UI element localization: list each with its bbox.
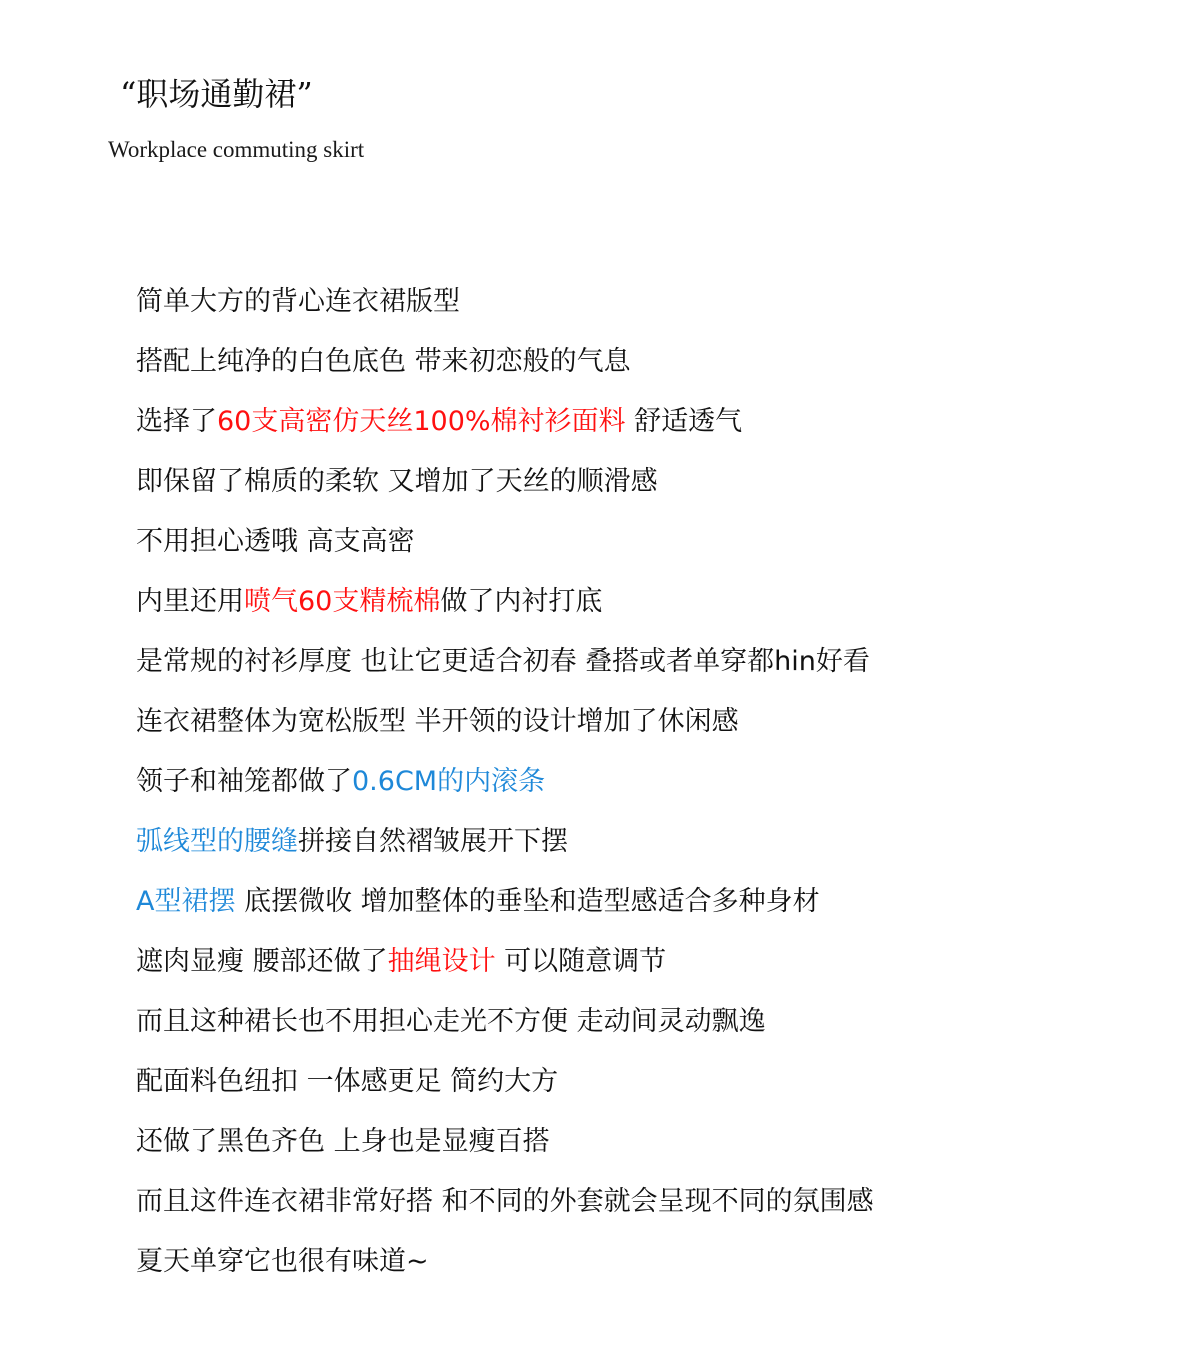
description-line bbox=[136, 1052, 1136, 1112]
description-line bbox=[136, 872, 1136, 932]
line-text: 还做了黑色齐色 上身也是显瘦百搭 bbox=[136, 1126, 550, 1157]
line-text: 做了内衬打底 bbox=[440, 586, 603, 617]
description-line bbox=[136, 812, 1136, 872]
description-line bbox=[136, 332, 1136, 392]
line-text: 配面料色纽扣 一体感更足 简约大方 bbox=[136, 1066, 559, 1097]
description-line bbox=[136, 992, 1136, 1052]
description-line bbox=[136, 632, 1136, 692]
description-line bbox=[136, 392, 1136, 452]
highlight-text: 抽绳设计 bbox=[387, 946, 496, 977]
line-text: 舒适透气 bbox=[625, 406, 743, 437]
line-text: 简单大方的背心连衣裙版型 bbox=[136, 286, 460, 317]
description-line bbox=[136, 512, 1136, 572]
line-text: 可以随意调节 bbox=[495, 946, 667, 977]
description-line bbox=[136, 692, 1136, 752]
description-line bbox=[136, 932, 1136, 992]
line-text: 即保留了棉质的柔软 又增加了天丝的顺滑感 bbox=[136, 466, 658, 497]
line-text: 搭配上纯净的白色底色 带来初恋般的气息 bbox=[136, 346, 631, 377]
line-text: 不用担心透哦 高支高密 bbox=[136, 526, 415, 557]
page-title: “职场通勤裙” bbox=[120, 75, 313, 113]
description-lines bbox=[136, 272, 1136, 1292]
description-line bbox=[136, 572, 1136, 632]
highlight-text: 喷气60支精梳棉 bbox=[244, 586, 441, 617]
line-text: 而且这件连衣裙非常好搭 和不同的外套就会呈现不同的氛围感 bbox=[136, 1186, 874, 1217]
highlight-text: A型裙摆 bbox=[136, 886, 236, 917]
line-text: 是常规的衬衫厚度 也让它更适合初春 叠搭或者单穿都hin好看 bbox=[136, 646, 870, 677]
line-text: 底摆微收 增加整体的垂坠和造型感适合多种身材 bbox=[235, 886, 820, 917]
description-line bbox=[136, 1232, 1136, 1292]
highlight-text: 60支高密仿天丝100%棉衬衫面料 bbox=[217, 406, 626, 437]
highlight-text: 0.6CM的内滚条 bbox=[352, 766, 546, 797]
description-line bbox=[136, 752, 1136, 812]
line-text: 选择了 bbox=[136, 406, 217, 437]
line-text: 而且这种裙长也不用担心走光不方便 走动间灵动飘逸 bbox=[136, 1006, 766, 1037]
highlight-text: 弧线型的腰缝 bbox=[136, 826, 298, 857]
page-subtitle: Workplace commuting skirt bbox=[108, 137, 365, 162]
line-text: 领子和袖笼都做了 bbox=[136, 766, 352, 797]
line-text: 连衣裙整体为宽松版型 半开领的设计增加了休闲感 bbox=[136, 706, 739, 737]
description-line bbox=[136, 1172, 1136, 1232]
description-line bbox=[136, 272, 1136, 332]
line-text: 遮肉显瘦 腰部还做了 bbox=[136, 946, 388, 977]
line-text: 拼接自然褶皱展开下摆 bbox=[298, 826, 568, 857]
line-text: 夏天单穿它也很有味道~ bbox=[136, 1246, 429, 1277]
description-line bbox=[136, 1112, 1136, 1172]
product-header bbox=[108, 68, 364, 166]
line-text: 内里还用 bbox=[136, 586, 244, 617]
description-line bbox=[136, 452, 1136, 512]
